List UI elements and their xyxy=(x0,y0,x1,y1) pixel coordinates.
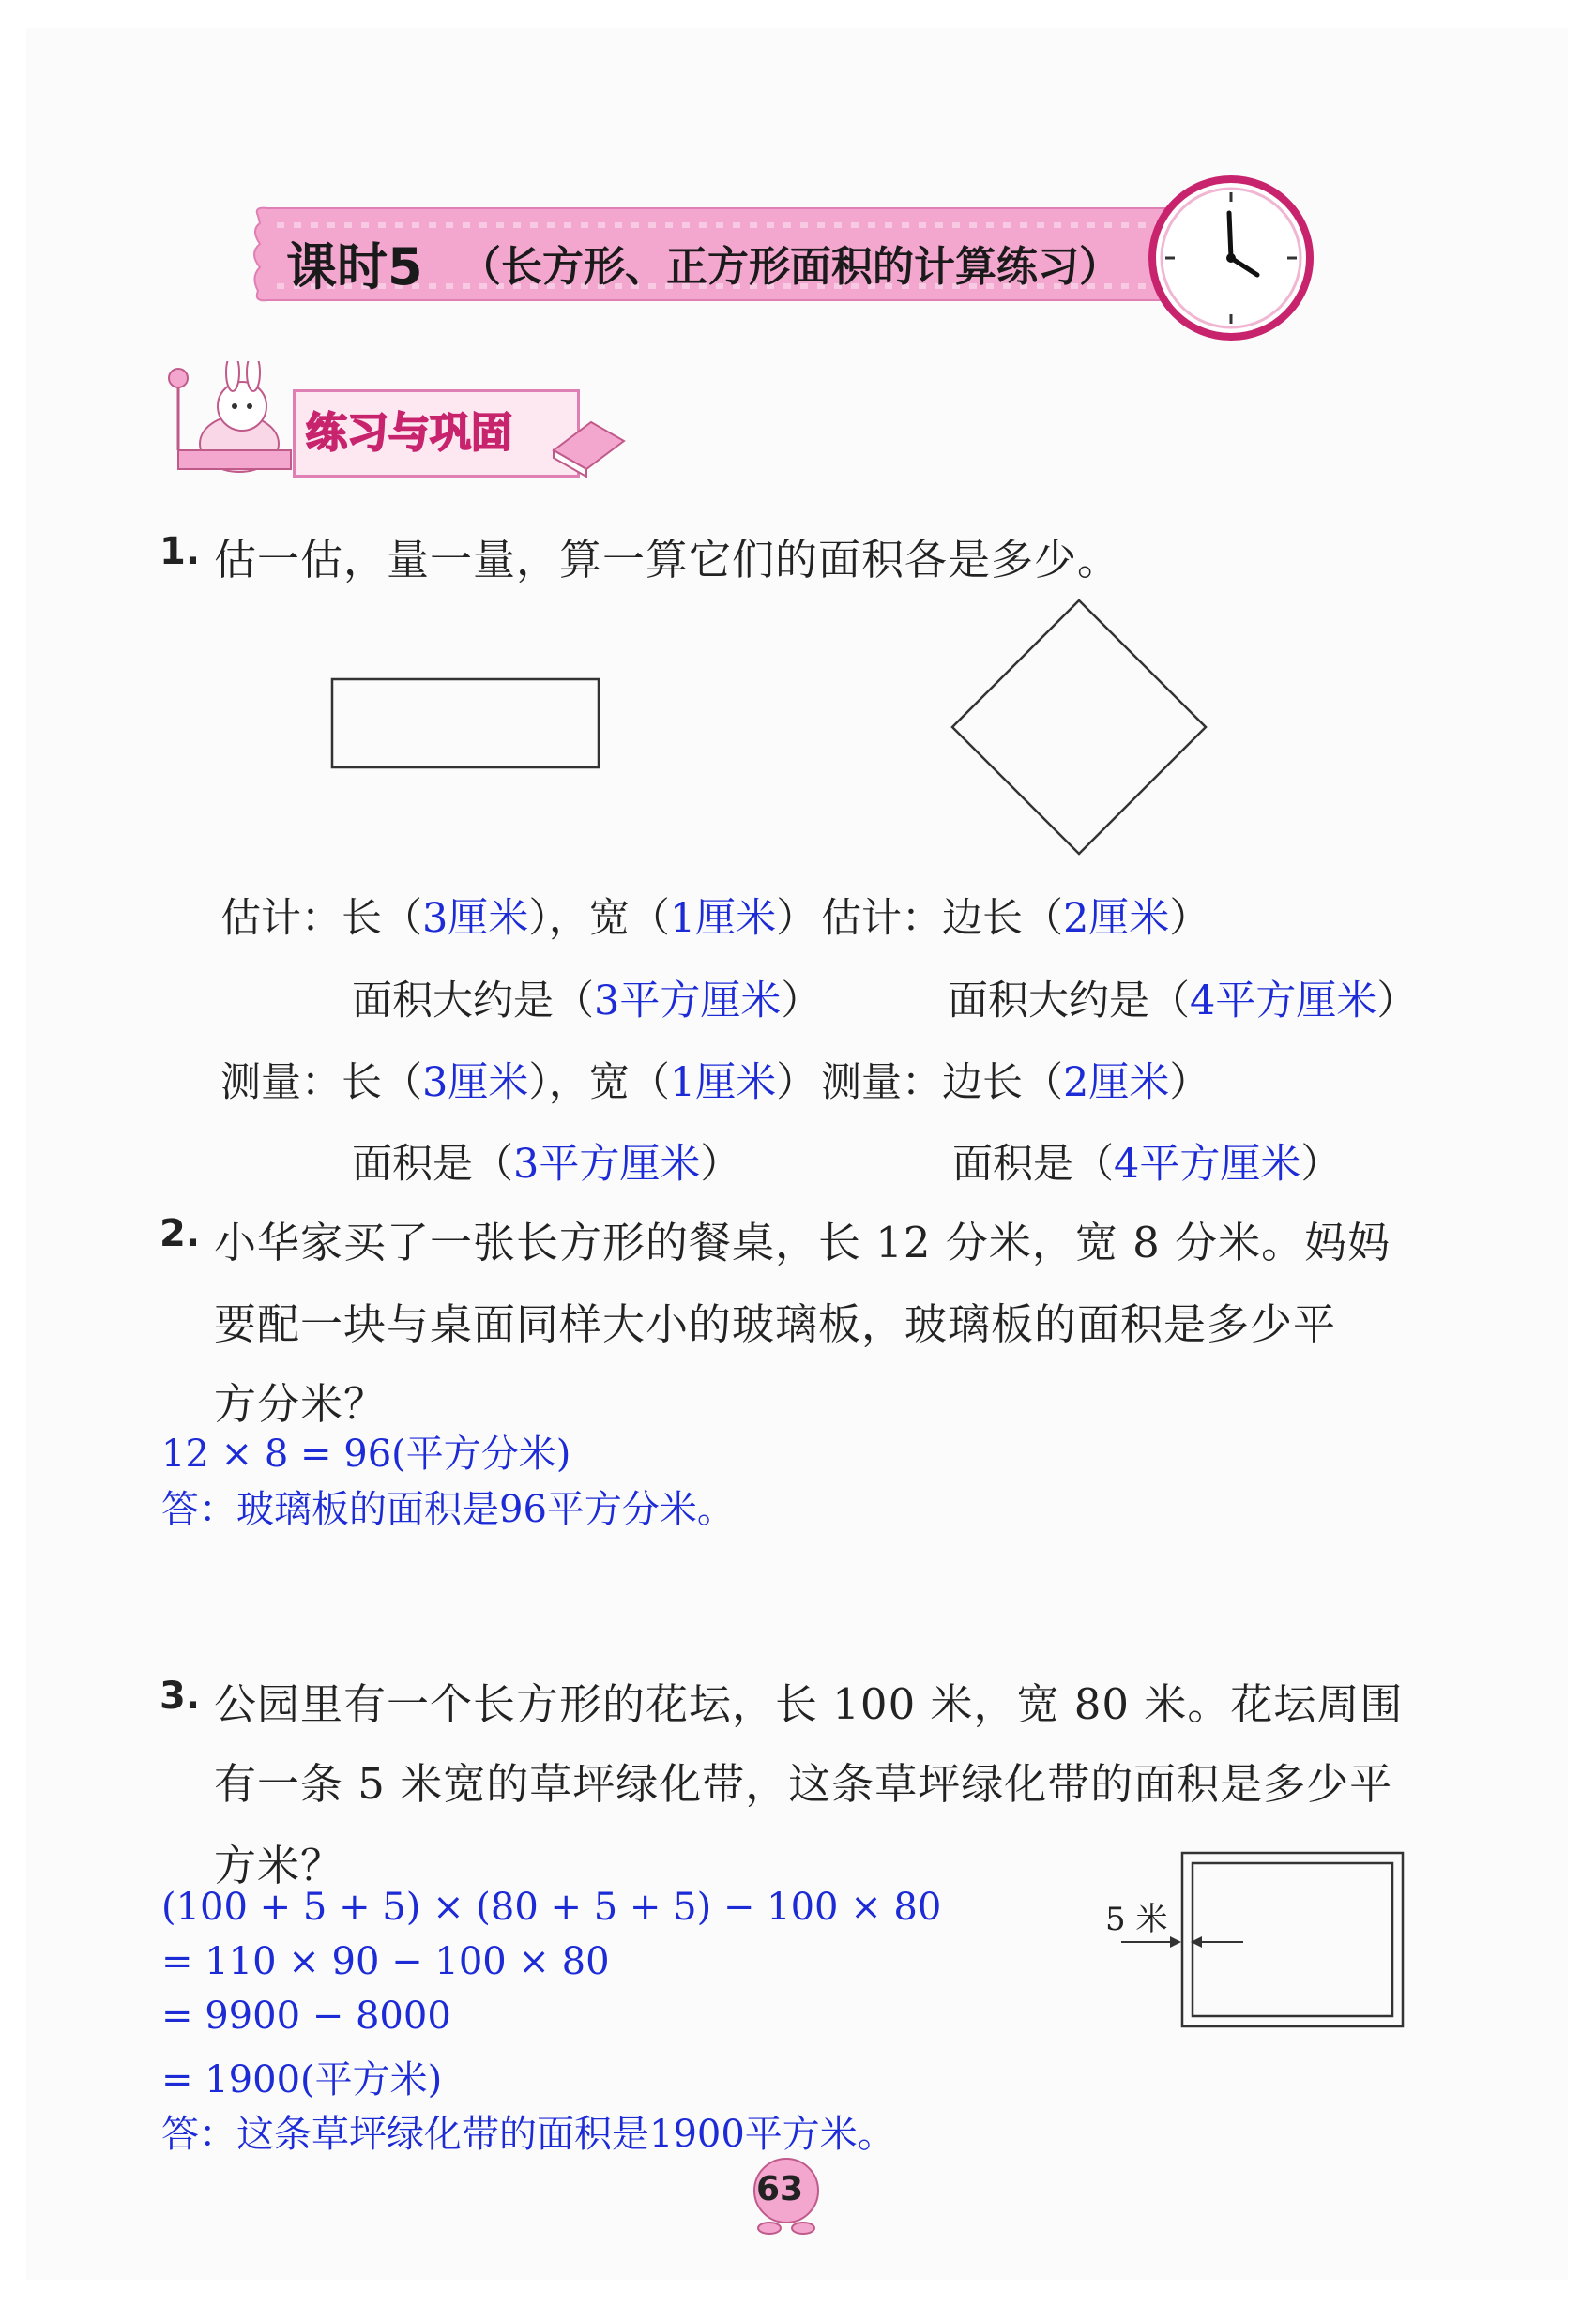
width-label: 宽 xyxy=(588,1059,630,1106)
question-text-line-2: 有一条 5 米宽的草坪绿化带，这条草坪绿化带的面积是多少平 xyxy=(214,1759,1393,1809)
book-icon xyxy=(544,413,629,478)
section-badge-label: 练习与巩固 xyxy=(306,409,512,457)
question-text-line-3: 方米？ xyxy=(214,1841,344,1890)
area-estimate-label: 面积大约是 xyxy=(352,978,554,1024)
calculation-step-1: (100 + 5 + 5) × (80 + 5 + 5) − 100 × 80 xyxy=(161,1886,942,1929)
area-label: 面积是 xyxy=(352,1141,473,1188)
measure-width-value: 1厘米 xyxy=(669,1059,777,1106)
estimate-side-value: 2厘米 xyxy=(1063,895,1170,942)
measure-label: 测量： xyxy=(220,1059,342,1106)
area-value: 3平方厘米 xyxy=(513,1141,701,1188)
band-width-label: 5 米 xyxy=(1105,1901,1168,1938)
estimate-length-value: 3厘米 xyxy=(422,895,529,942)
measure-label: 测量： xyxy=(821,1059,942,1106)
rabbit-icon xyxy=(160,361,310,478)
question-text-line-1: 公园里有一个长方形的花坛，长 100 米，宽 80 米。花坛周围 xyxy=(214,1679,1404,1729)
question-text-line-1: 小华家买了一张长方形的餐桌，长 12 分米，宽 8 分米。妈妈 xyxy=(214,1218,1391,1267)
area-estimate-label: 面积大约是 xyxy=(948,978,1149,1024)
rectangle-figure xyxy=(328,675,605,774)
square-figure xyxy=(948,596,1210,858)
width-label: 宽 xyxy=(588,895,630,942)
question-number: 2. xyxy=(160,1212,201,1255)
lesson-title xyxy=(286,227,423,299)
estimate-width-value: 1厘米 xyxy=(669,895,777,942)
page-number: 63 xyxy=(756,2170,804,2208)
lesson-word: 课时 xyxy=(286,236,388,296)
area-value: 4平方厘米 xyxy=(1114,1141,1301,1188)
question-text-line-3: 方分米？ xyxy=(214,1379,388,1429)
length-label: 长 xyxy=(342,895,382,942)
area-estimate-value: 3平方厘米 xyxy=(594,978,782,1024)
calculation: 12 × 8 = 96(平方分米) xyxy=(161,1433,571,1476)
clock-icon xyxy=(1147,174,1315,342)
answer-sentence: 答：这条草坪绿化带的面积是1900平方米。 xyxy=(161,2113,895,2156)
side-label: 边长 xyxy=(942,1059,1023,1106)
question-number: 3. xyxy=(160,1675,201,1718)
band-width-arrows xyxy=(1121,1928,1243,1956)
answer-sentence: 答：玻璃板的面积是96平方分米。 xyxy=(161,1488,735,1531)
side-label: 边长 xyxy=(942,895,1023,942)
calculation-step-2: = 110 × 90 − 100 × 80 xyxy=(161,1940,610,1983)
lesson-subtitle: （长方形、正方形面积的计算练习） xyxy=(460,243,1120,291)
area-label: 面积是 xyxy=(952,1141,1073,1188)
question-text: 估一估，量一量，算一算它们的面积各是多少。 xyxy=(214,535,1121,584)
measure-side-value: 2厘米 xyxy=(1063,1059,1170,1106)
estimate-label: 估计： xyxy=(220,895,342,942)
measure-length-value: 3厘米 xyxy=(422,1059,529,1106)
calculation-step-3: = 9900 − 8000 xyxy=(161,1995,451,2038)
area-estimate-value: 4平方厘米 xyxy=(1190,978,1377,1024)
calculation-step-4: = 1900(平方米) xyxy=(161,2058,443,2101)
estimate-label: 估计： xyxy=(821,895,942,942)
lesson-number: 5 xyxy=(388,237,423,296)
question-number: 1. xyxy=(160,530,201,573)
length-label: 长 xyxy=(342,1059,382,1106)
question-text-line-2: 要配一块与桌面同样大小的玻璃板，玻璃板的面积是多少平 xyxy=(214,1299,1337,1349)
